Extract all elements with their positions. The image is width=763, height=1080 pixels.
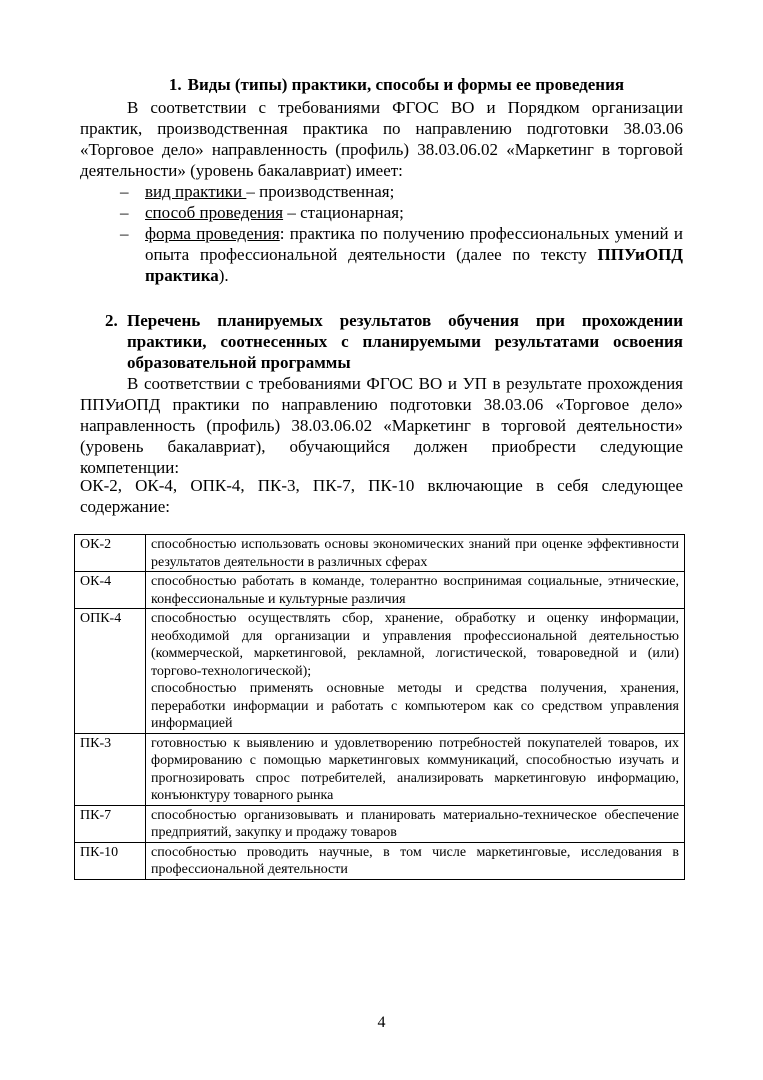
section-2-heading xyxy=(80,310,683,373)
competency-code: ОК-2 xyxy=(75,535,146,572)
competency-code: ОПК-4 xyxy=(75,609,146,734)
competencies-table xyxy=(74,534,685,880)
competency-list-paragraph: ОК-2, ОК-4, ОПК-4, ПК-3, ПК-7, ПК-10 включающие в себя следующее содержание: xyxy=(80,476,683,516)
competency-code: ПК-10 xyxy=(75,842,146,879)
page-number: 4 xyxy=(377,1014,386,1031)
bullet-label: форма проведения xyxy=(145,224,280,243)
table-row xyxy=(75,535,685,572)
bullet-bold-text: ППУиОПД практика xyxy=(145,245,683,285)
competency-code: ПК-7 xyxy=(75,805,146,842)
bullet-text: – стационарная; xyxy=(283,203,404,222)
table-row xyxy=(75,805,685,842)
practice-type-list xyxy=(120,181,683,286)
section-2-number: 2. xyxy=(105,311,118,330)
section-2-title: Перечень планируемых результатов обучения при прохождении практики, соотнесенных с планируемыми результатами освоения образовательной программы xyxy=(127,311,683,372)
bullet-end-text: ). xyxy=(218,266,229,285)
bullet-text: – производственная; xyxy=(246,182,395,201)
section-2-paragraph: В соответствии с требованиями ФГОС ВО и УП в результате прохождения ППУиОПД практики по направлению подготовки 38.03.06 «Торговое дело» направленность (профиль) 38.03.06.02 «Маркетинг в торговой деятельности» (уровень бакалавриат), обучающийся должен приобрести следующие компетенции: xyxy=(80,374,683,477)
competency-description: способностью использовать основы экономических знаний при оценке эффективности результатов деятельности в различных сферах xyxy=(146,535,685,572)
list-item xyxy=(120,181,683,202)
bullet-dash: – xyxy=(120,203,129,222)
competency-description: способностью работать в команде, толерантно воспринимая социальные, этнические, конфессиональные и культурные различия xyxy=(146,572,685,609)
list-item xyxy=(120,223,683,286)
bullet-label: вид практики xyxy=(145,182,247,201)
bullet-label: способ проведения xyxy=(145,203,284,222)
section-1-heading xyxy=(80,74,683,95)
competency-description-2: способностью применять основные методы и средства получения, хранения, переработки информации и работать с компьютером как со средством управления информацией xyxy=(151,681,679,731)
section-1-title: Виды (типы) практики, способы и формы ее проведения xyxy=(187,75,625,94)
bullet-dash: – xyxy=(120,224,129,243)
table-row xyxy=(75,609,685,734)
competency-code: ПК-3 xyxy=(75,733,146,805)
table-row xyxy=(75,572,685,609)
section-1-paragraph: В соответствии с требованиями ФГОС ВО и Порядком организации практик, производственная практика по направлению подготовки 38.03.06 «Торговое дело» направленность (профиль) 38.03.06.02 «Маркетинг в торговой деятельности» (уровень бакалавриат) имеет: xyxy=(80,98,683,180)
competency-description: способностью организовывать и планировать материально-техническое обеспечение предприятий, закупку и продажу товаров xyxy=(146,805,685,842)
list-item xyxy=(120,202,683,223)
competency-description: готовностью к выявлению и удовлетворению потребностей покупателей товаров, их формированию с помощью маркетинговых коммуникаций, способностью изучать и прогнозировать спрос потребителей, анализировать маркетинговую информацию, конъюнктуру товарного рынка xyxy=(146,733,685,805)
bullet-text: : практика по получению профессиональных умений и опыта профессиональной деятельности (далее по тексту xyxy=(145,224,683,264)
competency-description: способностью проводить научные, в том числе маркетинговые, исследования в профессиональной деятельности xyxy=(146,842,685,879)
table-row xyxy=(75,733,685,805)
table-row xyxy=(75,842,685,879)
section-1-number: 1. xyxy=(168,75,182,94)
bullet-dash: – xyxy=(120,182,129,201)
competency-code: ОК-4 xyxy=(75,572,146,609)
competency-description: способностью осуществлять сбор, хранение, обработку и оценку информации, необходимой для организации и управления профессиональной деятельностью (коммерческой, маркетинговой, рекламной, логистической, товароведной и (или) торгово-технологической); xyxy=(151,611,679,679)
competency-description-cell xyxy=(146,609,685,734)
